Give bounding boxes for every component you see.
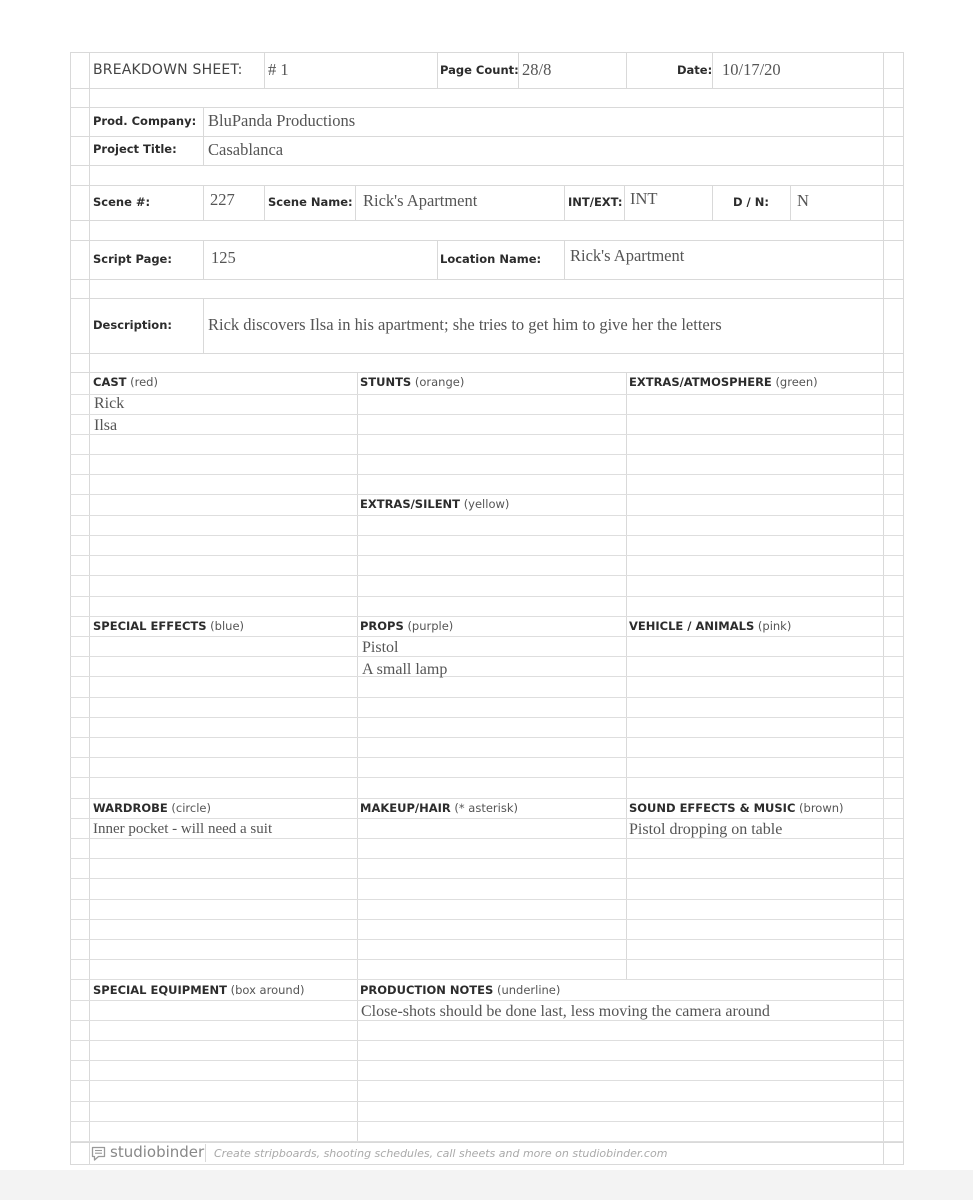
description-label: Description: [93,318,172,332]
sound-effects-item: Pistol dropping on table [629,821,783,838]
production-notes-item: Close-shots should be done last, less moving the camera around [361,1003,770,1020]
special-effects-header: SPECIAL EFFECTS (blue) [93,619,245,633]
props-item: A small lamp [362,661,448,678]
props-header: PROPS (purple) [360,619,454,633]
day-night-label: D / N: [733,195,769,209]
extras-atmosphere-header: EXTRAS/ATMOSPHERE (green) [629,375,818,389]
production-notes-header: PRODUCTION NOTES (underline) [360,983,561,997]
day-night-value: N [797,191,809,210]
vehicle-animals-header: VEHICLE / ANIMALS (pink) [629,619,792,633]
int-ext-value: INT [630,189,658,208]
scene-name-label: Scene Name: [268,195,353,209]
wardrobe-header: WARDROBE (circle) [93,801,211,815]
script-page-value: 125 [211,248,236,267]
bottom-band [0,1170,973,1200]
script-page-label: Script Page: [93,252,172,266]
date-value: 10/17/20 [722,60,781,79]
sheet-number: # 1 [268,60,289,79]
int-ext-label: INT/EXT: [568,195,623,209]
location-name-value: Rick's Apartment [570,246,685,265]
breakdown-sheet-label: BREAKDOWN SHEET: [93,62,243,78]
props-item: Pistol [362,639,399,656]
sound-effects-music-header: SOUND EFFECTS & MUSIC (brown) [629,801,844,815]
extras-silent-header: EXTRAS/SILENT (yellow) [360,497,510,511]
special-equipment-header: SPECIAL EQUIPMENT (box around) [93,983,305,997]
date-label: Date: [677,63,713,77]
makeup-hair-header: MAKEUP/HAIR (* asterisk) [360,801,518,815]
wardrobe-item: Inner pocket - will need a suit [93,821,273,837]
cast-item: Ilsa [94,417,118,434]
scene-name-value: Rick's Apartment [363,191,478,210]
cast-item: Rick [94,395,125,412]
studiobinder-brand: studiobinder [110,1143,205,1161]
project-title-label: Project Title: [93,142,177,156]
project-title-value: Casablanca [208,140,284,159]
description-text: Rick discovers Ilsa in his apartment; she tries to get him to give her the letters [208,315,722,334]
stunts-header: STUNTS (orange) [360,375,465,389]
page-count-label: Page Count: [440,63,519,77]
prod-company-label: Prod. Company: [93,114,197,128]
scene-number-value: 227 [210,190,235,209]
footer-tagline: Create stripboards, shooting schedules, call sheets and more on studiobinder.com [214,1147,668,1160]
page-count-value: 28/8 [522,60,552,79]
location-name-label: Location Name: [440,252,542,266]
scene-number-label: Scene #: [93,195,151,209]
prod-company-value: BluPanda Productions [208,111,356,130]
cast-header: CAST (red) [93,375,158,389]
